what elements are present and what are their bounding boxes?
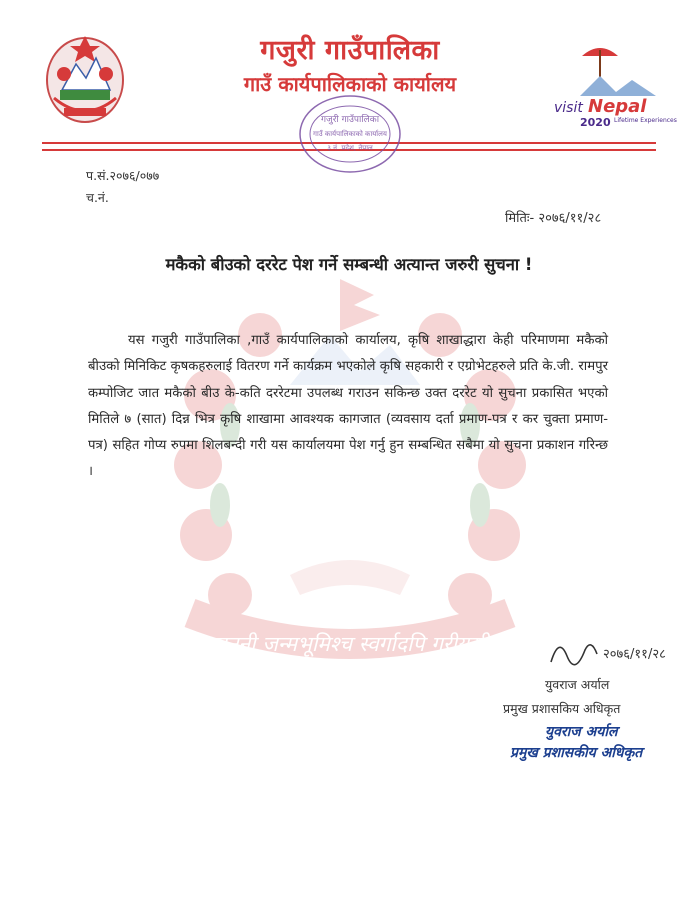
dispatch-number: च.नं.: [86, 190, 109, 205]
svg-text:३ नं. प्रदेश, नेपाल: ३ नं. प्रदेश, नेपाल: [327, 144, 373, 152]
visit-nepal-logo-icon: [552, 36, 677, 132]
motto-text: जननी जन्मभूमिश्च स्वर्गादपि गरीयसी: [211, 632, 489, 656]
office-title: गजुरी गाउँपालिका: [260, 35, 440, 66]
svg-text:2020: 2020: [580, 116, 611, 129]
reference-number: प.सं.२०७६/०७७: [86, 168, 160, 183]
signatory-stamp-designation: प्रमुख प्रशासकीय अधिकृत: [510, 745, 643, 761]
svg-text:२०७६/११/२८: २०७६/११/२८: [603, 647, 666, 662]
svg-text:गजुरी गाउँपालिका: गजुरी गाउँपालिका: [320, 115, 380, 125]
signatory-designation: प्रमुख प्रशासकिय अधिकृत: [503, 701, 621, 716]
svg-text:गाउँ कार्यपालिकाको कार्यालय: गाउँ कार्यपालिकाको कार्यालय: [313, 130, 387, 138]
signatory-name: युवराज अर्याल: [545, 677, 610, 692]
nepal-emblem-icon: [42, 28, 128, 128]
svg-text:visit: visit: [554, 100, 583, 116]
svg-text:Nepal: Nepal: [588, 96, 647, 117]
office-subtitle: गाउँ कार्यपालिकाको कार्यालय: [243, 72, 457, 96]
handwritten-signature-icon: [545, 632, 666, 676]
svg-text:Lifetime Experiences: Lifetime Experiences: [614, 117, 677, 124]
notice-body: यस गजुरी गाउँपालिका ,गाउँ कार्यपालिकाको कार्यालय, कृषि शाखाद्धारा केही परिमाणमा मकैको बीउको मिनिकिट कृषकहरुलाई वितरण गर्ने कार्यक्रम भएकोले कृषि सहकारी र एग्रोभेटहरुले प्रति के.जी. रामपुर कम्पोजिट जात मकैको बीउ के-कति दररेटमा उपलब्ध गराउन सकिन्छ उक्त दररेट यो सुचना प्रकासित भएको मितिले ७ (सात) दिन्न भित्र कृषि शाखामा आवश्यक कागजात (व्यवसाय दर्ता प्रमाण-पत्र र कर चुक्ता प्रमाण-पत्र) सहित गोप्य रुपमा शिलबन्दी गरी यस कार्यालयमा पेश गर्नु हुन सम्बन्धित सबैमा यो सुचना प्रकाशन गरिन्छ ।: [88, 333, 608, 480]
office-stamp-icon: [295, 92, 405, 176]
letter-date: मितिः- २०७६/११/२८: [505, 211, 602, 226]
notice-subject: मकैको बीउको दररेट पेश गर्ने सम्बन्धी अत्यान्त जरुरी सुचना !: [165, 255, 533, 274]
signatory-stamp-name: युवराज अर्याल: [545, 724, 618, 740]
